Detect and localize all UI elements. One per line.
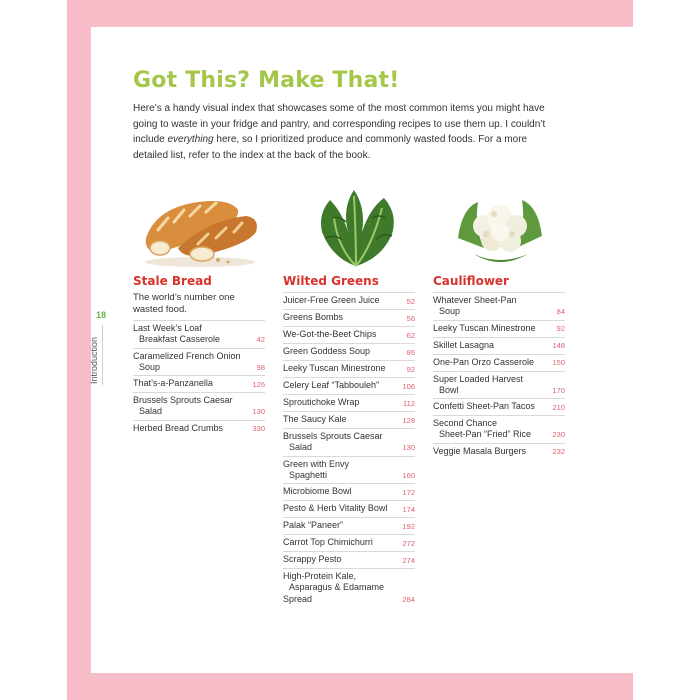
intro-emphasis: everything — [167, 134, 214, 145]
recipe-title: Pesto & Herb Vitality Bowl — [283, 503, 388, 514]
recipe-title-continued: Spaghetti — [289, 469, 328, 480]
page-reference: 274 — [402, 555, 415, 565]
page-title: Got This? Make That! — [133, 68, 400, 93]
recipe-title: Second Chance — [433, 418, 498, 429]
recipe-entry — [433, 398, 565, 415]
page-reference: 150 — [552, 358, 565, 368]
recipe-title: Herbed Bread Crumbs — [133, 422, 224, 433]
page-number: 18 — [96, 310, 107, 320]
recipe-entry — [283, 428, 415, 456]
sidebar-divider — [102, 325, 103, 385]
page-reference: 230 — [552, 430, 565, 440]
recipe-title-continued: Breakfast Casserole — [139, 334, 221, 345]
recipe-entry — [133, 392, 265, 420]
recipe-title: Juicer-Free Green Juice — [283, 295, 380, 305]
column-heading: Cauliflower — [433, 274, 509, 288]
recipe-title: Super Loaded Harvest — [433, 373, 524, 384]
column-note: The world’s number one wasted food. — [133, 292, 235, 315]
recipe-entry — [283, 360, 415, 377]
recipe-entry — [283, 292, 415, 309]
page-reference: 56 — [406, 313, 415, 323]
intro-line: include — [133, 134, 168, 145]
page-reference: 130 — [402, 443, 415, 453]
page-reference: 126 — [252, 379, 265, 389]
recipe-title: Leeky Tuscan Minestrone — [283, 363, 386, 373]
recipe-entry — [433, 443, 565, 460]
intro-line: going to waste in your fridge and pantry, and corresponding recipes to use them up. I couldn’t — [133, 118, 546, 130]
cauliflower-illustration-icon — [454, 188, 546, 268]
column-heading: Stale Bread — [133, 274, 212, 288]
recipe-title: Brussels Sprouts Caesar — [133, 395, 233, 406]
recipe-title: Caramelized French Onion — [133, 350, 241, 361]
page-reference: 62 — [406, 330, 415, 340]
recipe-title-continued: Spread — [283, 593, 313, 604]
recipe-title: Leeky Tuscan Minestrone — [433, 322, 536, 333]
recipe-title-continued: Sheet-Pan “Fried” Rice — [439, 429, 532, 440]
recipe-title-continued: Soup — [439, 306, 461, 317]
recipe-title: Carrot Top Chimichurri — [283, 537, 373, 548]
page-reference: 98 — [256, 362, 265, 372]
page-reference: 92 — [406, 364, 415, 374]
recipe-title: Palak “Paneer” — [283, 520, 344, 531]
column-wilted-greens — [283, 274, 415, 607]
recipe-entry — [133, 420, 265, 437]
recipe-title: Veggie Masala Burgers — [433, 445, 527, 456]
column-heading: Wilted Greens — [283, 274, 379, 288]
recipe-title: Sproutichoke Wrap — [283, 397, 360, 407]
page-reference: 112 — [403, 398, 415, 408]
recipe-entry — [283, 483, 415, 500]
page-reference: 128 — [402, 415, 415, 425]
recipe-title-continued: Salad — [289, 442, 313, 453]
recipe-title: The Saucy Kale — [283, 414, 347, 424]
page-reference: 130 — [252, 407, 265, 417]
recipe-entry — [283, 500, 415, 517]
recipe-title: We-Got-the-Beet Chips — [283, 329, 377, 339]
recipe-entry — [283, 411, 415, 428]
recipe-title: Green Goddess Soup — [283, 346, 371, 356]
bread-illustration-icon — [138, 190, 260, 270]
page-reference: 330 — [252, 424, 265, 434]
page-reference: 52 — [406, 296, 415, 306]
recipe-entry — [283, 377, 415, 394]
recipe-title: High-Protein Kale, — [283, 571, 357, 582]
recipe-title: Microbiome Bowl — [283, 486, 352, 497]
recipe-entry — [283, 343, 415, 360]
intro-line: here, so I prioritized produce and commonly wasted foods. For a more — [213, 134, 528, 145]
page-reference: 92 — [556, 324, 565, 334]
recipe-title-continued: Salad — [139, 406, 163, 417]
recipe-title: That’s-a-Panzanella — [133, 378, 213, 389]
page-reference: 210 — [552, 402, 565, 412]
recipe-title-continued: Soup — [139, 361, 161, 372]
recipe-entry — [133, 348, 265, 376]
column-cauliflower — [433, 274, 565, 460]
page-reference: 106 — [402, 381, 415, 391]
recipe-title: Brussels Sprouts Caesar — [283, 431, 383, 441]
intro-line: Here’s a handy visual index that showcases some of the most common items you might have — [133, 103, 545, 114]
recipe-entry — [283, 394, 415, 411]
recipe-entry — [133, 320, 265, 348]
intro-paragraph — [133, 101, 563, 163]
recipe-entry — [433, 371, 565, 399]
page-reference: 86 — [406, 347, 415, 357]
page-reference: 232 — [552, 447, 565, 457]
recipe-entry — [283, 551, 415, 568]
page-reference: 84 — [556, 307, 565, 317]
page-reference: 170 — [552, 385, 565, 395]
recipe-title: Green with Envy — [283, 458, 350, 469]
recipe-title: Celery Leaf “Tabbouleh” — [283, 380, 380, 390]
page-reference: 148 — [552, 341, 565, 351]
recipe-entry — [283, 517, 415, 534]
recipe-entry — [433, 337, 565, 354]
recipe-entry — [433, 354, 565, 371]
recipe-entry — [433, 292, 565, 320]
recipe-title: Confetti Sheet-Pan Tacos — [433, 401, 535, 412]
recipe-entry — [283, 456, 415, 484]
page-reference: 174 — [402, 504, 415, 514]
recipe-entry — [283, 568, 415, 607]
recipe-entry — [283, 534, 415, 551]
recipe-entry — [433, 415, 565, 443]
page-reference: 192 — [402, 521, 415, 531]
recipe-title: Whatever Sheet-Pan — [433, 295, 517, 305]
recipe-title: Scrappy Pesto — [283, 554, 342, 565]
section-label: Introduction — [89, 336, 99, 384]
recipe-entry — [283, 326, 415, 343]
recipe-title-continued: Asparagus & Edamame — [289, 582, 385, 593]
page-reference: 284 — [402, 594, 415, 604]
page-reference: 42 — [256, 335, 265, 345]
recipe-title: Greens Bombs — [283, 312, 344, 322]
page-reference: 172 — [402, 487, 415, 497]
page-reference: 272 — [402, 538, 415, 548]
recipe-title-continued: Bowl — [439, 384, 459, 395]
recipe-entry — [133, 375, 265, 392]
column-stale-bread — [133, 274, 265, 437]
recipe-title: One-Pan Orzo Casserole — [433, 356, 535, 367]
page-reference: 160 — [402, 470, 415, 480]
recipe-title: Skillet Lasagna — [433, 339, 495, 350]
recipe-title: Last Week’s Loaf — [133, 323, 202, 333]
recipe-entry — [283, 309, 415, 326]
intro-line: detailed list, refer to the index at the back of the book. — [133, 149, 371, 161]
greens-illustration-icon — [312, 188, 402, 268]
recipe-entry — [433, 320, 565, 337]
